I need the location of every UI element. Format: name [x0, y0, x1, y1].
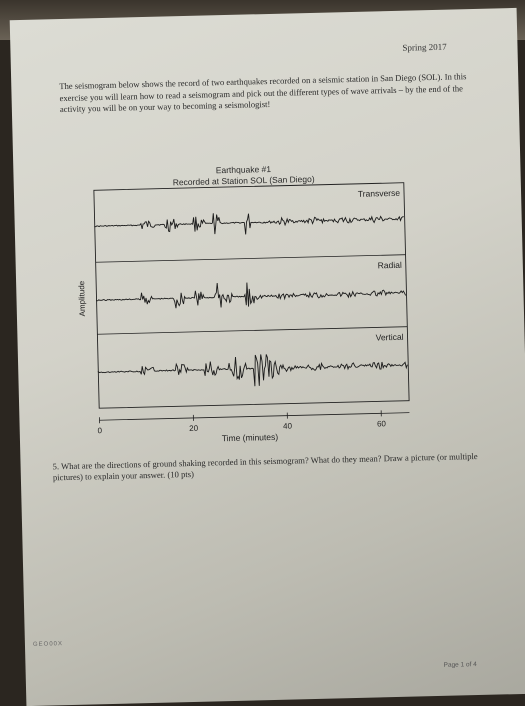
- panel-divider: [97, 327, 407, 335]
- footer-left: GEO00X: [33, 641, 63, 648]
- x-tick-label: 20: [189, 424, 199, 433]
- x-tick-label: 60: [377, 419, 387, 428]
- question-number: 5.: [52, 461, 59, 471]
- x-axis: [97, 410, 410, 436]
- trace-transverse: [95, 209, 405, 238]
- chart-title: Earthquake #1: [153, 162, 333, 177]
- trace-radial: [96, 278, 406, 310]
- trace-vertical: [98, 351, 408, 390]
- series-label-vertical: Vertical: [376, 332, 404, 343]
- page-number: Page 1 of 4: [444, 661, 477, 669]
- x-tick-label: 0: [97, 426, 102, 435]
- series-label-radial: Radial: [378, 260, 402, 271]
- chart-subtitle: Recorded at Station SOL (San Diego): [154, 173, 334, 188]
- date-label: Spring 2017: [402, 42, 446, 53]
- worksheet-page: [10, 8, 525, 706]
- question-text: What are the directions of ground shaking recorded in this seismogram? What do they mean? Draw a picture (or multiple pictures) to explain your answer. (10 pts): [53, 451, 478, 482]
- series-label-transverse: Transverse: [358, 188, 401, 199]
- x-axis-label: Time (minutes): [222, 432, 279, 443]
- x-axis-line: [99, 413, 409, 421]
- y-axis-label: Amplitude: [77, 280, 87, 316]
- seismogram-chart: [54, 180, 420, 449]
- x-tick-label: 40: [283, 422, 293, 431]
- intro-paragraph: The seismogram below shows the record of two earthquakes recorded on a seismic station in San Diego (SOL). In this exercise you will learn how to read a seismogram and pick out the different types of wave arrivals – by the end of the activity you will be on your way to becoming a seismologist!: [59, 71, 470, 116]
- panel-divider: [96, 255, 406, 263]
- question-5: [52, 451, 482, 483]
